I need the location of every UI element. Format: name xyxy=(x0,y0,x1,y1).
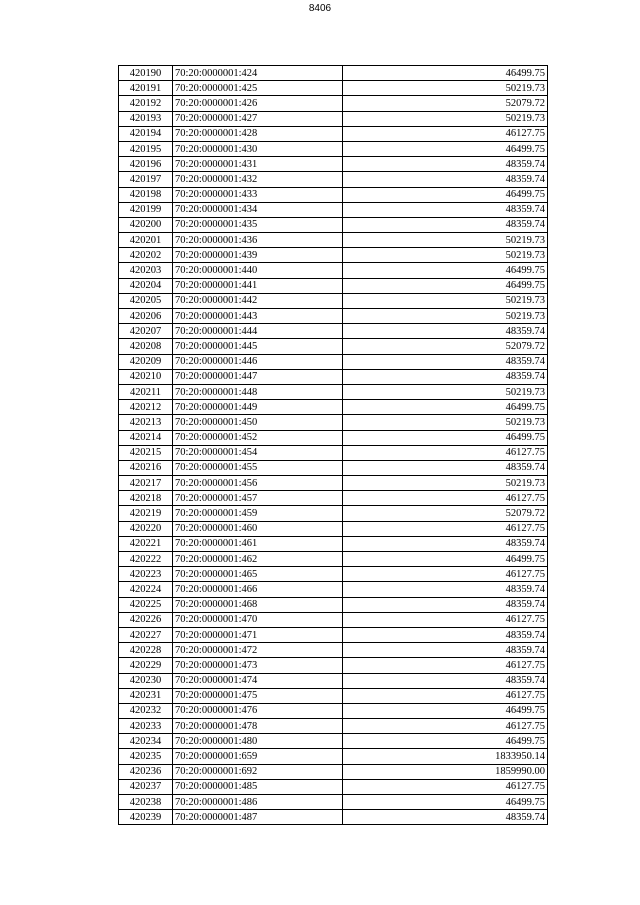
row-number-cell: 420207 xyxy=(119,324,173,339)
value-cell: 50219.73 xyxy=(343,415,548,430)
cadastral-number-cell: 70:20:0000001:442 xyxy=(173,293,343,308)
table-row xyxy=(119,141,548,156)
cadastral-number-cell: 70:20:0000001:460 xyxy=(173,521,343,536)
table-row xyxy=(119,460,548,475)
value-cell: 52079.72 xyxy=(343,506,548,521)
value-cell: 46127.75 xyxy=(343,658,548,673)
value-cell: 50219.73 xyxy=(343,476,548,491)
table-row xyxy=(119,324,548,339)
row-number-cell: 420234 xyxy=(119,734,173,749)
value-cell: 50219.73 xyxy=(343,248,548,263)
value-cell: 48359.74 xyxy=(343,673,548,688)
cadastral-number-cell: 70:20:0000001:478 xyxy=(173,719,343,734)
table-row xyxy=(119,248,548,263)
table-row xyxy=(119,491,548,506)
registry-table xyxy=(118,65,548,825)
row-number-cell: 420224 xyxy=(119,582,173,597)
cadastral-number-cell: 70:20:0000001:436 xyxy=(173,233,343,248)
value-cell: 46127.75 xyxy=(343,612,548,627)
cadastral-number-cell: 70:20:0000001:659 xyxy=(173,749,343,764)
row-number-cell: 420222 xyxy=(119,552,173,567)
cadastral-number-cell: 70:20:0000001:455 xyxy=(173,460,343,475)
row-number-cell: 420238 xyxy=(119,795,173,810)
table-row xyxy=(119,339,548,354)
row-number-cell: 420200 xyxy=(119,217,173,232)
row-number-cell: 420219 xyxy=(119,506,173,521)
cadastral-number-cell: 70:20:0000001:462 xyxy=(173,552,343,567)
cadastral-number-cell: 70:20:0000001:485 xyxy=(173,779,343,794)
cadastral-number-cell: 70:20:0000001:433 xyxy=(173,187,343,202)
table-row xyxy=(119,309,548,324)
cadastral-number-cell: 70:20:0000001:457 xyxy=(173,491,343,506)
value-cell: 48359.74 xyxy=(343,643,548,658)
row-number-cell: 420236 xyxy=(119,764,173,779)
row-number-cell: 420221 xyxy=(119,536,173,551)
table-row xyxy=(119,703,548,718)
table-row xyxy=(119,719,548,734)
row-number-cell: 420195 xyxy=(119,141,173,156)
row-number-cell: 420197 xyxy=(119,172,173,187)
row-number-cell: 420204 xyxy=(119,278,173,293)
table-row xyxy=(119,293,548,308)
table-row xyxy=(119,734,548,749)
cadastral-number-cell: 70:20:0000001:441 xyxy=(173,278,343,293)
cadastral-number-cell: 70:20:0000001:450 xyxy=(173,415,343,430)
value-cell: 46499.75 xyxy=(343,263,548,278)
value-cell: 48359.74 xyxy=(343,460,548,475)
table-row xyxy=(119,810,548,825)
cadastral-number-cell: 70:20:0000001:480 xyxy=(173,734,343,749)
table-row xyxy=(119,643,548,658)
table-row xyxy=(119,278,548,293)
cadastral-number-cell: 70:20:0000001:434 xyxy=(173,202,343,217)
cadastral-number-cell: 70:20:0000001:472 xyxy=(173,643,343,658)
table-row xyxy=(119,536,548,551)
value-cell: 50219.73 xyxy=(343,384,548,399)
row-number-cell: 420228 xyxy=(119,643,173,658)
value-cell: 46127.75 xyxy=(343,779,548,794)
value-cell: 46127.75 xyxy=(343,688,548,703)
row-number-cell: 420212 xyxy=(119,400,173,415)
row-number-cell: 420199 xyxy=(119,202,173,217)
value-cell: 48359.74 xyxy=(343,354,548,369)
table-row xyxy=(119,369,548,384)
value-cell: 50219.73 xyxy=(343,233,548,248)
row-number-cell: 420220 xyxy=(119,521,173,536)
table-row xyxy=(119,126,548,141)
value-cell: 48359.74 xyxy=(343,536,548,551)
table-row xyxy=(119,567,548,582)
row-number-cell: 420206 xyxy=(119,309,173,324)
row-number-cell: 420225 xyxy=(119,597,173,612)
table-row xyxy=(119,96,548,111)
row-number-cell: 420233 xyxy=(119,719,173,734)
row-number-cell: 420230 xyxy=(119,673,173,688)
cadastral-number-cell: 70:20:0000001:427 xyxy=(173,111,343,126)
cadastral-number-cell: 70:20:0000001:473 xyxy=(173,658,343,673)
table-row xyxy=(119,217,548,232)
row-number-cell: 420205 xyxy=(119,293,173,308)
row-number-cell: 420198 xyxy=(119,187,173,202)
cadastral-number-cell: 70:20:0000001:443 xyxy=(173,309,343,324)
cadastral-number-cell: 70:20:0000001:435 xyxy=(173,217,343,232)
value-cell: 48359.74 xyxy=(343,172,548,187)
page-number: 8406 xyxy=(308,3,332,14)
cadastral-number-cell: 70:20:0000001:465 xyxy=(173,567,343,582)
cadastral-number-cell: 70:20:0000001:475 xyxy=(173,688,343,703)
value-cell: 1859990.00 xyxy=(343,764,548,779)
cadastral-number-cell: 70:20:0000001:428 xyxy=(173,126,343,141)
value-cell: 46499.75 xyxy=(343,734,548,749)
table-row xyxy=(119,172,548,187)
table-row xyxy=(119,688,548,703)
row-number-cell: 420227 xyxy=(119,627,173,642)
table-row xyxy=(119,430,548,445)
row-number-cell: 420214 xyxy=(119,430,173,445)
cadastral-number-cell: 70:20:0000001:468 xyxy=(173,597,343,612)
cadastral-number-cell: 70:20:0000001:430 xyxy=(173,141,343,156)
table-row xyxy=(119,354,548,369)
value-cell: 46499.75 xyxy=(343,278,548,293)
value-cell: 46127.75 xyxy=(343,126,548,141)
table-row xyxy=(119,476,548,491)
cadastral-number-cell: 70:20:0000001:456 xyxy=(173,476,343,491)
cadastral-number-cell: 70:20:0000001:447 xyxy=(173,369,343,384)
table-row xyxy=(119,111,548,126)
table-row xyxy=(119,658,548,673)
registry-table-body xyxy=(119,66,548,825)
row-number-cell: 420191 xyxy=(119,81,173,96)
value-cell: 46499.75 xyxy=(343,400,548,415)
value-cell: 48359.74 xyxy=(343,810,548,825)
value-cell: 48359.74 xyxy=(343,324,548,339)
row-number-cell: 420213 xyxy=(119,415,173,430)
cadastral-number-cell: 70:20:0000001:448 xyxy=(173,384,343,399)
row-number-cell: 420194 xyxy=(119,126,173,141)
cadastral-number-cell: 70:20:0000001:474 xyxy=(173,673,343,688)
value-cell: 46127.75 xyxy=(343,719,548,734)
table-row xyxy=(119,81,548,96)
value-cell: 46499.75 xyxy=(343,552,548,567)
cadastral-number-cell: 70:20:0000001:452 xyxy=(173,430,343,445)
cadastral-number-cell: 70:20:0000001:444 xyxy=(173,324,343,339)
row-number-cell: 420211 xyxy=(119,384,173,399)
table-row xyxy=(119,795,548,810)
row-number-cell: 420190 xyxy=(119,66,173,81)
value-cell: 46499.75 xyxy=(343,430,548,445)
value-cell: 48359.74 xyxy=(343,157,548,172)
value-cell: 48359.74 xyxy=(343,369,548,384)
value-cell: 46127.75 xyxy=(343,521,548,536)
value-cell: 48359.74 xyxy=(343,582,548,597)
cadastral-number-cell: 70:20:0000001:692 xyxy=(173,764,343,779)
row-number-cell: 420192 xyxy=(119,96,173,111)
cadastral-number-cell: 70:20:0000001:424 xyxy=(173,66,343,81)
value-cell: 46499.75 xyxy=(343,66,548,81)
cadastral-number-cell: 70:20:0000001:446 xyxy=(173,354,343,369)
row-number-cell: 420223 xyxy=(119,567,173,582)
table-row xyxy=(119,597,548,612)
value-cell: 46499.75 xyxy=(343,795,548,810)
value-cell: 50219.73 xyxy=(343,309,548,324)
cadastral-number-cell: 70:20:0000001:466 xyxy=(173,582,343,597)
value-cell: 1833950.14 xyxy=(343,749,548,764)
table-row xyxy=(119,233,548,248)
row-number-cell: 420226 xyxy=(119,612,173,627)
table-row xyxy=(119,764,548,779)
cadastral-number-cell: 70:20:0000001:445 xyxy=(173,339,343,354)
value-cell: 46127.75 xyxy=(343,491,548,506)
row-number-cell: 420196 xyxy=(119,157,173,172)
table-row xyxy=(119,612,548,627)
row-number-cell: 420201 xyxy=(119,233,173,248)
cadastral-number-cell: 70:20:0000001:425 xyxy=(173,81,343,96)
cadastral-number-cell: 70:20:0000001:486 xyxy=(173,795,343,810)
table-row xyxy=(119,445,548,460)
value-cell: 52079.72 xyxy=(343,96,548,111)
row-number-cell: 420210 xyxy=(119,369,173,384)
cadastral-number-cell: 70:20:0000001:432 xyxy=(173,172,343,187)
row-number-cell: 420208 xyxy=(119,339,173,354)
value-cell: 50219.73 xyxy=(343,81,548,96)
table-row xyxy=(119,400,548,415)
value-cell: 46127.75 xyxy=(343,445,548,460)
row-number-cell: 420209 xyxy=(119,354,173,369)
cadastral-number-cell: 70:20:0000001:431 xyxy=(173,157,343,172)
cadastral-number-cell: 70:20:0000001:440 xyxy=(173,263,343,278)
value-cell: 50219.73 xyxy=(343,111,548,126)
row-number-cell: 420203 xyxy=(119,263,173,278)
value-cell: 48359.74 xyxy=(343,202,548,217)
table-row xyxy=(119,384,548,399)
table-row xyxy=(119,521,548,536)
value-cell: 46127.75 xyxy=(343,567,548,582)
cadastral-number-cell: 70:20:0000001:471 xyxy=(173,627,343,642)
cadastral-number-cell: 70:20:0000001:449 xyxy=(173,400,343,415)
value-cell: 52079.72 xyxy=(343,339,548,354)
cadastral-number-cell: 70:20:0000001:476 xyxy=(173,703,343,718)
cadastral-number-cell: 70:20:0000001:426 xyxy=(173,96,343,111)
table-row xyxy=(119,627,548,642)
row-number-cell: 420202 xyxy=(119,248,173,263)
row-number-cell: 420237 xyxy=(119,779,173,794)
cadastral-number-cell: 70:20:0000001:439 xyxy=(173,248,343,263)
table-row xyxy=(119,66,548,81)
table-row xyxy=(119,202,548,217)
row-number-cell: 420193 xyxy=(119,111,173,126)
value-cell: 46499.75 xyxy=(343,187,548,202)
row-number-cell: 420216 xyxy=(119,460,173,475)
row-number-cell: 420239 xyxy=(119,810,173,825)
value-cell: 48359.74 xyxy=(343,217,548,232)
value-cell: 50219.73 xyxy=(343,293,548,308)
value-cell: 48359.74 xyxy=(343,597,548,612)
table-row xyxy=(119,187,548,202)
row-number-cell: 420215 xyxy=(119,445,173,460)
value-cell: 48359.74 xyxy=(343,627,548,642)
value-cell: 46499.75 xyxy=(343,141,548,156)
cadastral-number-cell: 70:20:0000001:459 xyxy=(173,506,343,521)
table-row xyxy=(119,779,548,794)
table-row xyxy=(119,582,548,597)
row-number-cell: 420229 xyxy=(119,658,173,673)
value-cell: 46499.75 xyxy=(343,703,548,718)
row-number-cell: 420231 xyxy=(119,688,173,703)
table-row xyxy=(119,263,548,278)
cadastral-number-cell: 70:20:0000001:487 xyxy=(173,810,343,825)
cadastral-number-cell: 70:20:0000001:470 xyxy=(173,612,343,627)
cadastral-number-cell: 70:20:0000001:461 xyxy=(173,536,343,551)
table-row xyxy=(119,415,548,430)
table-row xyxy=(119,157,548,172)
row-number-cell: 420218 xyxy=(119,491,173,506)
table-row xyxy=(119,552,548,567)
row-number-cell: 420235 xyxy=(119,749,173,764)
row-number-cell: 420217 xyxy=(119,476,173,491)
table-row xyxy=(119,506,548,521)
table-row xyxy=(119,673,548,688)
row-number-cell: 420232 xyxy=(119,703,173,718)
cadastral-number-cell: 70:20:0000001:454 xyxy=(173,445,343,460)
table-row xyxy=(119,749,548,764)
